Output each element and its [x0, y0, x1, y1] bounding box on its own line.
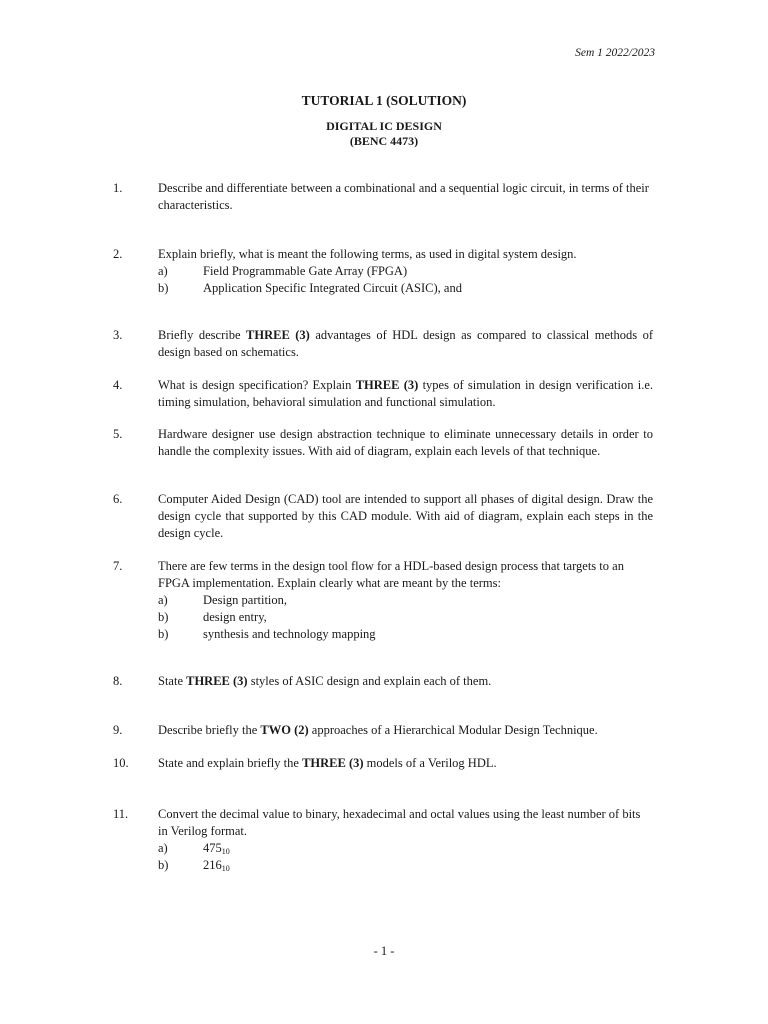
sub-item [158, 609, 653, 626]
question-text: Computer Aided Design (CAD) tool are intended to support all phases of digital design. Draw the design cycle that supported by this CAD module. With aid of diagram, explain each steps in the design cycle. [158, 492, 653, 540]
question-text: Hardware designer use design abstraction technique to eliminate unnecessary details in order to handle the complexity issues. With aid of diagram, explain each levels of that technique. [158, 427, 653, 458]
sub-item [158, 280, 678, 297]
sub-item [158, 263, 678, 280]
sub-item-text: Application Specific Integrated Circuit (ASIC), and [203, 281, 462, 295]
sub-item-text: Field Programmable Gate Array (FPGA) [203, 264, 408, 278]
question-number: 7. [113, 559, 123, 573]
sub-item-label: b) [158, 281, 169, 295]
page-number: - 1 - [373, 944, 395, 958]
question-number: 4. [113, 378, 123, 392]
sub-item-label: a) [158, 841, 168, 855]
emphasis: THREE (3) [186, 674, 248, 688]
sub-item [158, 840, 653, 857]
question-number: 5. [113, 427, 123, 441]
base-subscript: 10 [221, 864, 230, 873]
question-text: Explain briefly, what is meant the following terms, as used in digital system design. [158, 247, 577, 261]
sub-item-text: $216_{10}$ [203, 858, 230, 873]
question-number: 8. [113, 674, 123, 688]
question-text: Describe briefly the TWO (2) approaches of a Hierarchical Modular Design Technique. [158, 723, 598, 737]
sub-item [158, 626, 653, 643]
question-number: 10. [113, 756, 129, 770]
emphasis: THREE (3) [355, 378, 419, 392]
sub-item-text: $475_{10}$ [203, 841, 230, 856]
sub-item-label: b) [158, 858, 169, 872]
emphasis: THREE (3) [246, 328, 310, 342]
sub-item-text: synthesis and technology mapping [203, 627, 376, 641]
sub-item-text: design entry, [203, 610, 267, 624]
question-number: 2. [113, 247, 123, 261]
sub-item-label: a) [158, 593, 168, 607]
question-number: 9. [113, 723, 123, 737]
sub-item-label: a) [158, 264, 168, 278]
question-number: 6. [113, 492, 123, 506]
question-text: State THREE (3) styles of ASIC design and explain each of them. [158, 674, 492, 688]
question-text: Describe and differentiate between a combinational and a sequential logic circuit, in terms of their characteristics. [158, 181, 649, 212]
question-number: 3. [113, 328, 123, 342]
question-text: Briefly describe THREE (3) advantages of HDL design as compared to classical methods of design based on schematics. [158, 328, 654, 359]
base-subscript: 10 [221, 847, 230, 856]
question-text: Convert the decimal value to binary, hexadecimal and octal values using the least number of bits in Verilog format. [158, 807, 641, 838]
emphasis: THREE (3) [302, 756, 364, 770]
question-text: What is design specification? Explain THREE (3) types of simulation in design verification i.e. timing simulation, behavioral simulation and functional simulation. [158, 378, 654, 409]
emphasis: TWO (2) [260, 723, 309, 737]
page-title: TUTORIAL 1 (SOLUTION) [301, 93, 467, 108]
course-code: (BENC 4473) [349, 134, 419, 148]
course-name: DIGITAL IC DESIGN [326, 119, 442, 133]
sub-item [158, 592, 653, 609]
sub-item [158, 857, 653, 874]
semester-label: Sem 1 2022/2023 [575, 47, 655, 59]
question-text: There are few terms in the design tool flow for a HDL-based design process that targets to an FPGA implementation. Explain clearly what are meant by the terms: [158, 559, 624, 590]
question-number: 1. [113, 181, 123, 195]
sub-item-text: Design partition, [203, 593, 288, 607]
sub-item-label: b) [158, 610, 169, 624]
sub-item-label: b) [158, 627, 169, 641]
question-number: 11. [113, 807, 129, 821]
question-text: State and explain briefly the THREE (3) models of a Verilog HDL. [158, 756, 497, 770]
